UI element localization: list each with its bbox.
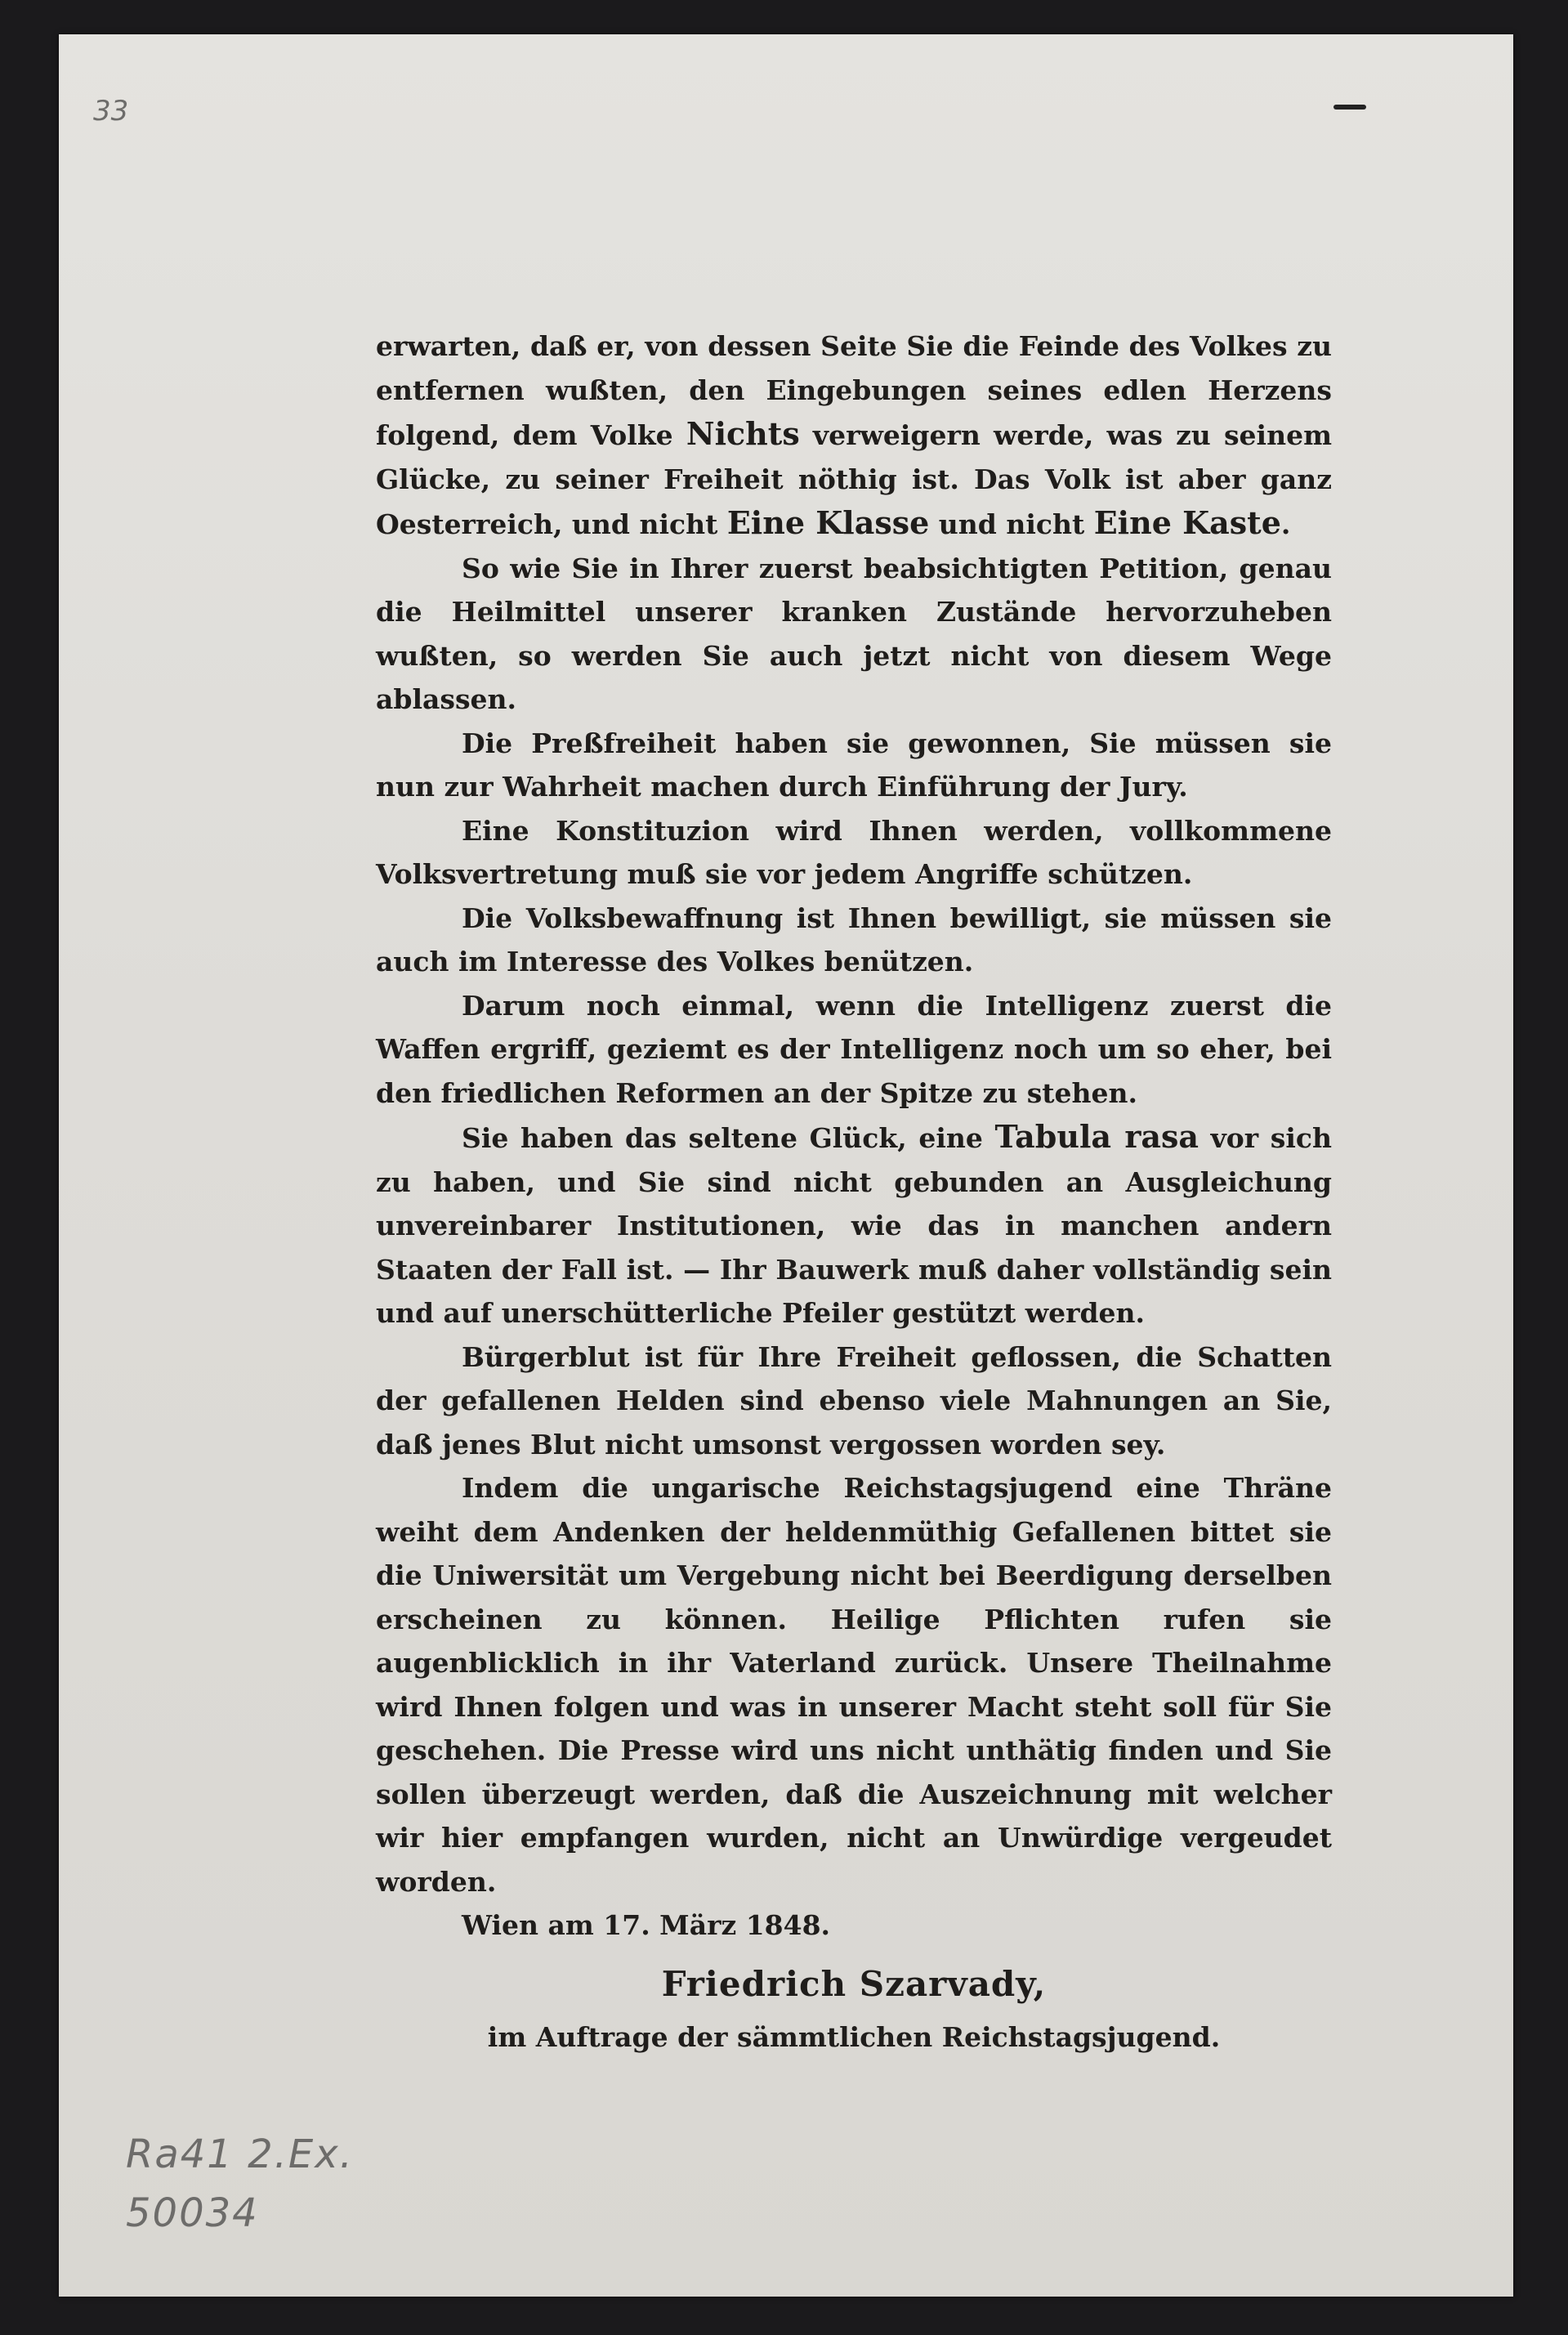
letter-body: [376, 324, 1332, 2060]
emphasis-eine-kaste: Eine Kaste: [1093, 504, 1281, 541]
archival-shelf-mark: Ra41 2.Ex.: [126, 2131, 354, 2177]
paragraph-5: Die Volksbewaffnung ist Ihnen bewilligt, sie müssen sie auch im Interesse des Volkes benützen.: [376, 901, 1332, 977]
emphasis-eine-klasse: Eine Klasse: [726, 504, 930, 541]
commission-line: im Auftrage der sämmtlichen Reichstagsjugend.: [487, 2021, 1221, 2053]
paragraph-7: Sie haben das seltene Glück, eine Tabula rasa vor sich zu haben, und Sie sind nicht gebunden an Ausgleichung unvereinbarer Institutionen, wie das in manchen andern Staaten der Fall ist. — Ihr Bauwerk muß daher vollständig sein und auf unerschütterliche Pfeiler gestützt werden.: [376, 1118, 1332, 1329]
paragraph-2: So wie Sie in Ihrer zuerst beabsichtigten Petition, genau die Heilmittel unserer kranken Zustände hervorzuheben wußten, so werden Sie auch jetzt nicht von diesem Wege ablassen.: [376, 552, 1332, 715]
emphasis-nichts: Nichts: [686, 415, 800, 452]
document-page: [59, 34, 1513, 2297]
paragraph-9: Indem die ungarische Reichstagsjugend eine Thräne weiht dem Andenken der heldenmüthig Gefallenen bittet sie die Uniwersität um Vergebung nicht bei Beerdigung derselben erscheinen zu können. Heilige Pflichten rufen sie augenblicklich in ihr Vaterland zurück. Unsere Theilnahme wird Ihnen folgen und was in unserer Macht steht soll für Sie geschehen. Die Presse wird uns nicht unthätig finden und Sie sollen überzeugt werden, daß die Auszeichnung mit welcher wir hier empfangen wurden, nicht an Unwürdige vergeudet worden.: [376, 1472, 1332, 1898]
dateline: Wien am 17. März 1848.: [462, 1909, 831, 1941]
paragraph-3: Die Preßfreiheit haben sie gewonnen, Sie müssen sie nun zur Wahrheit machen durch Einführung der Jury.: [376, 727, 1332, 803]
archival-inventory-number: 50034: [126, 2190, 259, 2236]
paragraph-1: erwarten, daß er, von dessen Seite Sie die Feinde des Volkes zu entfernen wußten, den Eingebungen seines edlen Herzens folgend, dem Volke Nichts verweigern werde, was zu seinem Glücke, zu seiner Freiheit nöthig ist. Das Volk ist aber ganz Oesterreich, und nicht Eine Klasse und nicht Eine Kaste.: [376, 330, 1332, 541]
paragraph-4: Eine Konstituzion wird Ihnen werden, vollkommene Volksvertretung muß sie vor jedem Angriffe schützen.: [376, 814, 1332, 890]
paragraph-8: Bürgerblut ist für Ihre Freiheit geflossen, die Schatten der gefallenen Helden sind ebenso viele Mahnungen an Sie, daß jenes Blut nicht umsonst vergossen worden sey.: [376, 1340, 1332, 1460]
signature: Friedrich Szarvady,: [661, 1963, 1047, 2004]
emphasis-tabula-rasa: Tabula rasa: [994, 1118, 1199, 1155]
archival-page-number: 33: [93, 95, 129, 127]
paragraph-6: Darum noch einmal, wenn die Intelligenz zuerst die Waffen ergriff, geziemt es der Intelligenz noch um so eher, bei den friedlichen Reformen an der Spitze zu stehen.: [376, 989, 1332, 1109]
ink-dash-mark: [1333, 105, 1366, 110]
